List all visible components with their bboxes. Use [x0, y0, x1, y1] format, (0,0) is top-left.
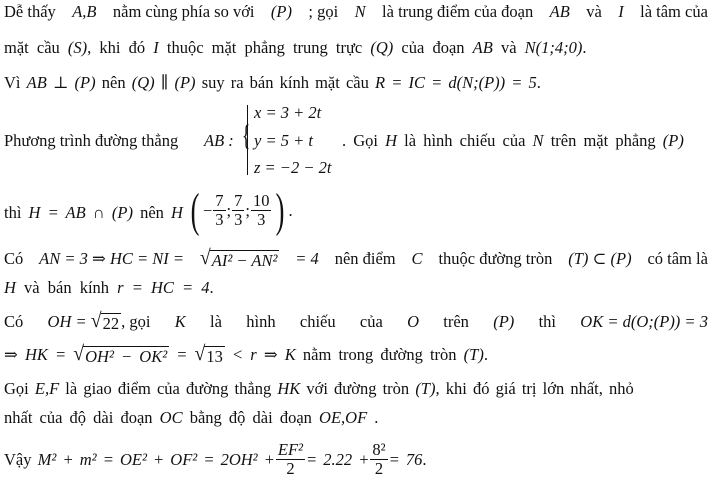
text-line-4-tail [342, 133, 684, 150]
text-line-10 [4, 381, 708, 398]
text: nhất của độ dài đoạn [4, 408, 153, 427]
math: M² + m² = OE² + OF² = 2OH² + [37, 449, 275, 469]
text: Vậy [4, 449, 32, 469]
text-line-3 [4, 75, 708, 92]
math: = [176, 345, 188, 364]
math: K [174, 312, 186, 331]
text: Dễ thấy [4, 2, 56, 21]
fraction-3 [251, 192, 272, 230]
radicand: 13 [206, 347, 223, 366]
radicand: 22 [102, 314, 120, 333]
text-line-4 [4, 101, 708, 177]
text: là trung điểm của đoạn [382, 2, 534, 21]
math: C [411, 249, 423, 268]
text: Phương trình đường thẳng [4, 131, 179, 150]
text-line-9 [4, 342, 708, 366]
math: = 4 [295, 249, 319, 268]
math: A,B [72, 2, 97, 21]
separator: ; [245, 200, 250, 220]
text: nên [101, 73, 126, 92]
math: OK = d(O;(P)) = 3 [580, 312, 708, 331]
sqrt-expression [194, 342, 225, 366]
radical-sign: √ [73, 342, 85, 366]
math: I [618, 2, 624, 21]
text: thuộc mặt phẳng trung trực [166, 38, 363, 57]
separator: ; [226, 200, 232, 220]
text: thuộc đường tròn [438, 249, 553, 268]
text: với đường tròn [306, 379, 410, 398]
text: có tâm là [647, 249, 708, 268]
text: . Gọi [342, 131, 378, 150]
math: AB [472, 38, 493, 57]
system-eq-x: x = 3 + 2t [254, 103, 322, 122]
math: < r ⇒ K [232, 345, 296, 364]
math: R = IC = d(N;(P)) = 5 [374, 73, 537, 92]
numerator: 7 [234, 190, 243, 210]
math: (T) ⊂ (P) [568, 249, 632, 268]
math: AB [549, 2, 570, 21]
sqrt-expression [90, 309, 121, 333]
numerator: 8² [372, 439, 386, 459]
math: AB ⊥ (P) [26, 73, 96, 92]
fraction-2 [232, 192, 244, 230]
system-eq-y: y = 5 + t [254, 131, 313, 150]
math: OE,OF [319, 408, 368, 427]
math: (T) [463, 345, 484, 364]
period: . [288, 200, 293, 220]
denominator: 2 [286, 459, 295, 479]
point-coords [187, 184, 293, 237]
denominator: 3 [234, 210, 243, 230]
denominator: 3 [257, 210, 266, 230]
paren-open: ( [190, 184, 200, 237]
math: = 2.22 + [306, 449, 370, 469]
oh-expression [47, 309, 151, 333]
text: và [586, 2, 602, 21]
text: . [582, 38, 587, 57]
math: (P) [662, 131, 684, 150]
text: suy ra bán kính mặt cầu [201, 73, 369, 92]
math: O [407, 312, 419, 331]
denominator: 3 [215, 210, 224, 230]
radical-sign: √ [199, 246, 211, 270]
radical-sign: √ [90, 309, 102, 333]
paren-close: ) [276, 184, 285, 237]
text: thì [4, 203, 22, 222]
text-line-2 [4, 40, 708, 57]
text: trên [443, 312, 469, 331]
math: E,F [34, 379, 60, 398]
text: Có [4, 312, 24, 331]
math: H [385, 131, 398, 150]
text: nên [140, 203, 164, 222]
text-line-1 [4, 4, 708, 21]
math: N [532, 131, 544, 150]
text-line-5 [4, 184, 708, 237]
text: . [483, 345, 488, 364]
radicand: OH² − OK² [85, 347, 168, 366]
text: nằm trong đường tròn [302, 345, 457, 364]
text: , khi đó giá trị lớn nhất, nhỏ [435, 379, 634, 398]
sqrt-expression [73, 342, 169, 366]
text: , gọi [121, 312, 151, 331]
math: (S) [67, 38, 88, 57]
text: nên điểm [334, 249, 396, 268]
text-line-12 [4, 438, 708, 482]
system-eq-z: z = −2 − 2t [254, 158, 332, 177]
math: AB : [204, 131, 234, 150]
text-line-11 [4, 410, 708, 427]
text-line-5-head [4, 205, 183, 222]
math: r = HC = 4 [117, 278, 210, 297]
math: = 76 [388, 449, 423, 469]
text: của [359, 312, 383, 331]
text: và bán kính [24, 278, 110, 297]
text: nằm cùng phía so với [112, 2, 255, 21]
fraction-1 [213, 192, 225, 230]
text: chiếu [299, 312, 336, 331]
text-line-6 [4, 246, 708, 270]
text: hình [246, 312, 276, 331]
text-line-7 [4, 280, 708, 297]
math: (P) [493, 312, 515, 331]
brace-tip: { [241, 119, 251, 152]
denominator: 2 [374, 459, 384, 479]
text: bằng độ dài đoạn [189, 408, 312, 427]
text: và [500, 38, 517, 57]
text: . [536, 73, 541, 92]
math: (P) [270, 2, 292, 21]
math: (Q) [370, 38, 394, 57]
fraction-ef [276, 441, 305, 479]
sqrt-expression [199, 246, 280, 270]
text: Vì [4, 73, 21, 92]
text: . [374, 408, 379, 427]
text: Có [4, 249, 24, 268]
text: của đoạn [401, 38, 465, 57]
text: mặt cầu [4, 38, 60, 57]
math: N(1;4;0) [524, 38, 583, 57]
math: AN = 3 ⇒ HC = NI = [39, 249, 185, 268]
text: , khi đó [87, 38, 146, 57]
text: thì [538, 312, 556, 331]
math: N [354, 2, 366, 21]
math: HK [277, 379, 301, 398]
text: ; gọi [308, 2, 339, 21]
text: là hình chiếu của [404, 131, 526, 150]
math: H [4, 278, 16, 297]
numerator: EF² [277, 439, 303, 459]
math: (T) [415, 379, 436, 398]
text-line-8 [4, 309, 708, 333]
text: . [422, 449, 427, 469]
math: OC [159, 408, 183, 427]
math: OH = [47, 312, 87, 331]
text: là tâm của [640, 2, 708, 21]
final-expression [4, 438, 427, 482]
text: là [210, 312, 222, 331]
math: I [153, 38, 159, 57]
text: Gọi [4, 379, 29, 398]
text: là giao điểm của đường thẳng [65, 379, 272, 398]
minus-sign: − [202, 200, 213, 220]
radical-sign: √ [194, 342, 206, 366]
math: H [171, 203, 183, 222]
radicand: AI² − AN² [211, 251, 278, 270]
text: . [209, 278, 214, 297]
math: (Q) ∥ (P) [131, 73, 196, 92]
numerator: 7 [215, 190, 224, 210]
math: ⇒ HK = [4, 345, 67, 364]
numerator: 10 [252, 190, 270, 210]
fraction-eight [370, 441, 387, 479]
text: trên mặt phẳng [550, 131, 656, 150]
math: H = AB ∩ (P) [28, 203, 133, 222]
